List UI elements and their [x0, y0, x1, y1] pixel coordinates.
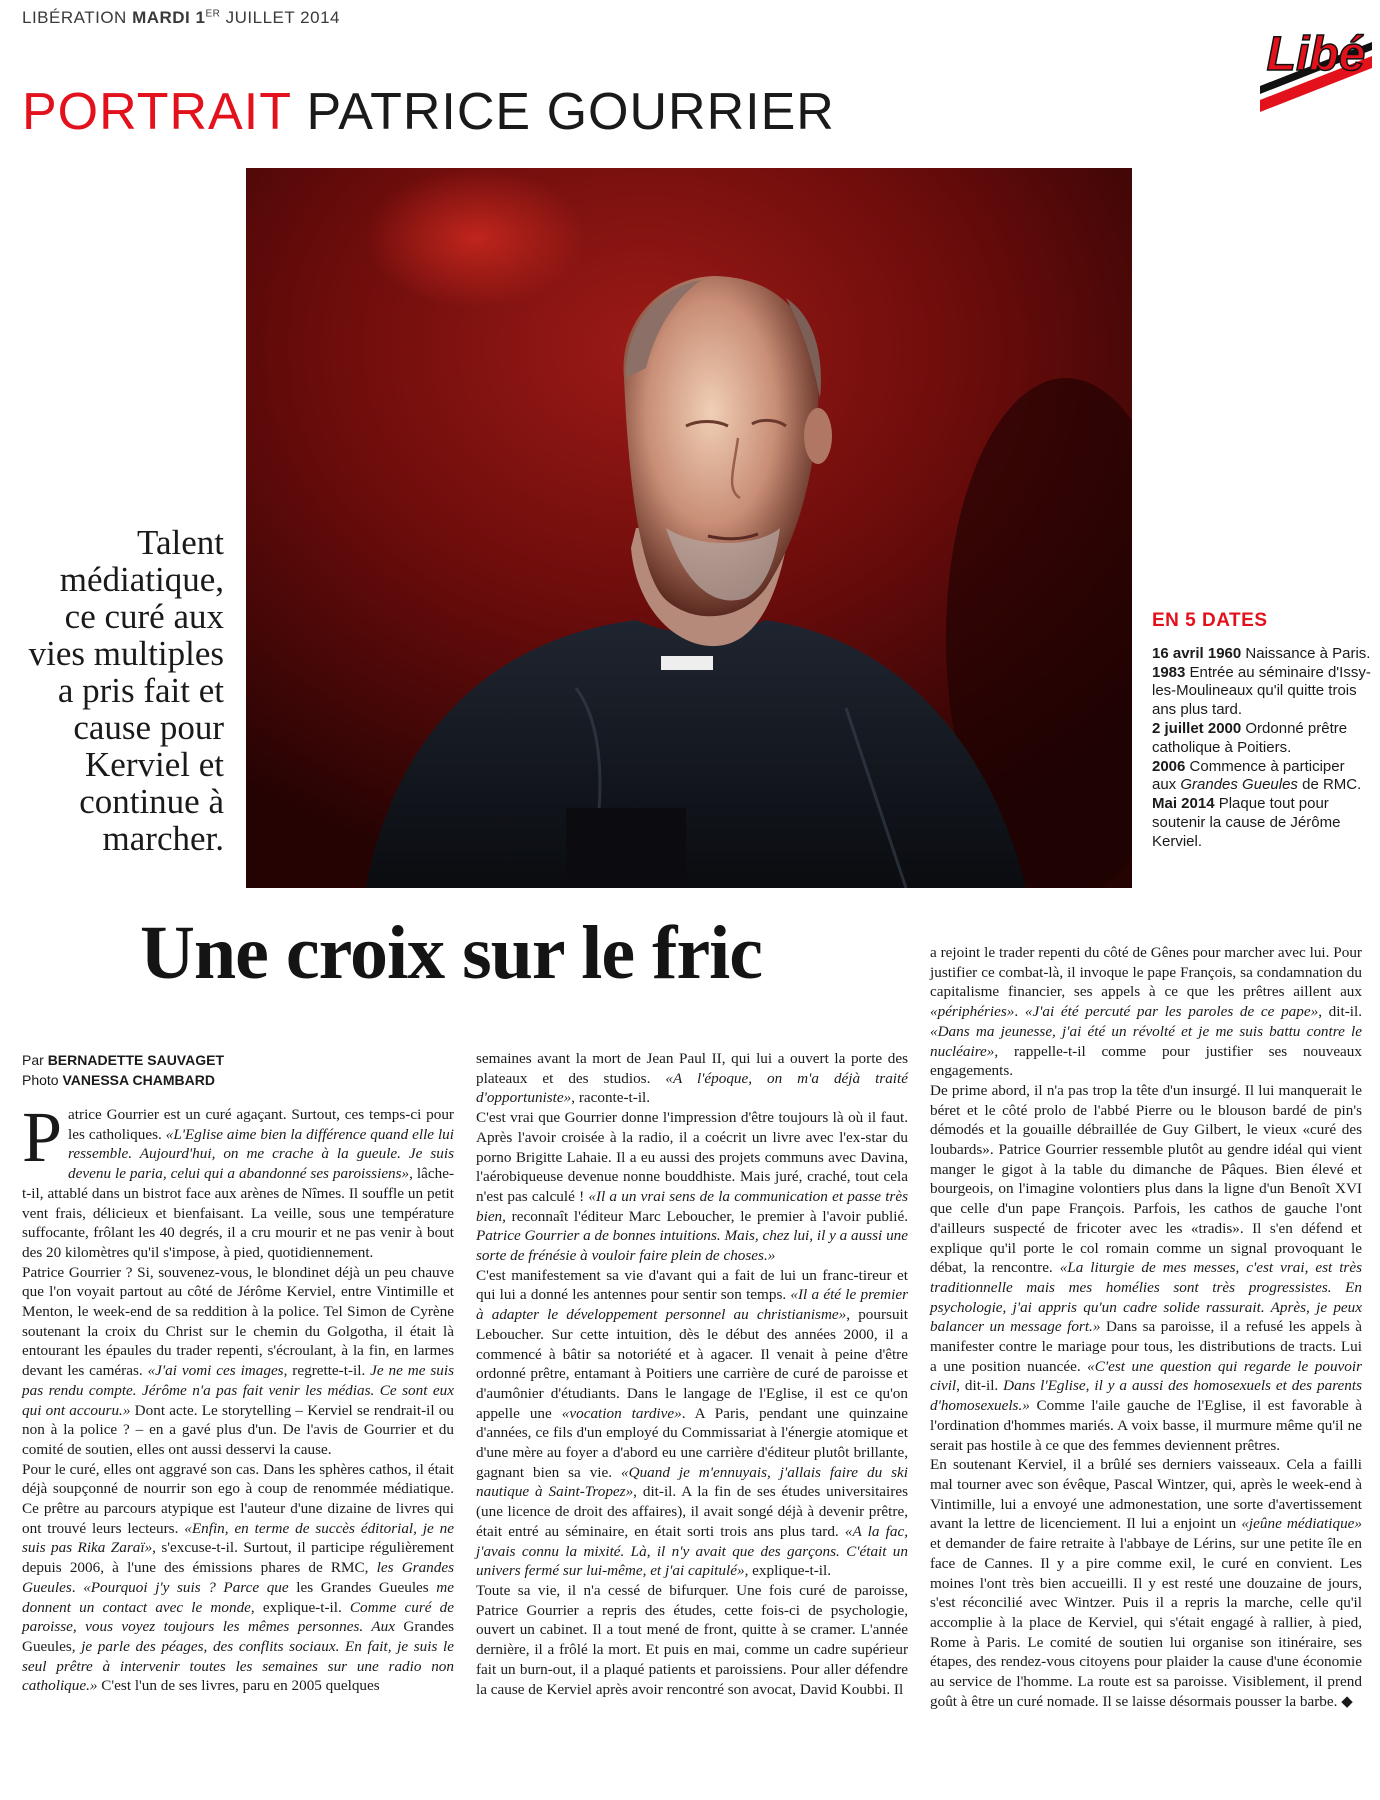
article-paragraph — [930, 943, 1362, 1081]
body-text: . — [1014, 1003, 1025, 1021]
quote-text: «vocation tardive» — [561, 1404, 682, 1422]
body-text: C'est manifestement sa vie d'avant qui a fait de lui un franc-tireur et qui lui a donné les antennes pour sentir son temps. — [476, 1266, 908, 1304]
body-text: , dit-il. A la fin de ses études universitaires (une licence de droit des affaires), il avait songé déjà à devenir prêtre, était entré au séminaire, en était sorti trois ans plus tard. — [476, 1483, 908, 1540]
quote-text: me donnent un contact avec le monde — [22, 1578, 455, 1616]
body-text: , dit-il. — [1318, 1003, 1362, 1021]
date-3: 2 juillet 2000 — [1152, 719, 1242, 737]
body-text: , regrette-t-il. — [283, 1362, 371, 1380]
body-text: , reconnaît l'éditeur Marc Leboucher, le premier à l'avoir publié. — [502, 1207, 908, 1225]
quote-text: «Enfin, en terme de succès éditorial, je ne suis pas Rika Zaraï» — [22, 1519, 454, 1557]
masthead-publication: LIBÉRATION — [22, 8, 127, 27]
date-1: 16 avril 1960 — [1152, 644, 1242, 662]
quote-text: «A l'époque, on m'a déjà traité d'opportuniste» — [476, 1069, 908, 1107]
article-paragraph — [476, 1108, 908, 1266]
quote-text: , je parle des péages, des conflits sociaux. En fait, je suis le seul prêtre à intervenir toutes les semaines sur une radio non catholique.» — [22, 1637, 454, 1695]
byline — [22, 1050, 224, 1090]
libe-logo — [1260, 4, 1372, 112]
article-paragraph — [476, 1049, 908, 1108]
date-4-text-b: de RMC. — [1297, 776, 1362, 794]
quote-text: «périphéries» — [930, 1003, 1015, 1021]
body-text: , s'excuse-t-il. Surtout, il participe régulièrement depuis 2006, à l'une des émissions phares de RMC, — [22, 1539, 454, 1577]
section-label: PORTRAIT — [22, 83, 292, 141]
date-2: 1983 — [1152, 663, 1186, 681]
body-text: Grandes Gueules — [22, 1618, 455, 1655]
masthead-date-sup: ER — [205, 8, 221, 20]
date-5: Mai 2014 — [1152, 795, 1215, 813]
byline-par: Par — [22, 1052, 48, 1068]
body-text: Toute sa vie, il n'a cessé de bifurquer. Une fois curé de paroisse, Patrice Gourrier a repris des études, cette fois-ci de psychologie, ouvert un cabinet. Il a tout mené de front, quitte à se cramer. L'année dernière, il a frôlé la mort. Et puis en mai, comme un cadre supérieur fait un burn-out, il a plaqué patients et paroissiens. Pour aller défendre la cause de Kerviel après avoir rencontré son avocat, David Koubbi. Il — [476, 1581, 908, 1698]
quote-text: «Dans ma jeunesse, j'ai été un révolté et je me suis battu contre le nucléaire» — [930, 1022, 1362, 1060]
logo-text: Libé — [1266, 28, 1366, 81]
article-paragraph — [476, 1266, 908, 1581]
portrait-photo-image — [246, 168, 1132, 888]
date-2-text: Entrée au séminaire d'Issy-les-Moulineaux qu'il quitte trois ans plus tard. — [1152, 663, 1371, 719]
article-paragraph — [930, 1081, 1362, 1455]
quote-text: «Il a été le premier à adapter le développement personnel au christianisme» — [476, 1286, 908, 1324]
article-paragraph — [22, 1263, 454, 1460]
body-text: . A Paris, pendant une quinzaine d'années, ce fils d'un employé du Commissariat à l'énergie atomique et d'une mère au foyer a d'abord eu une carrière d'éditeur plutôt brillante, gagnant bien sa vie. — [476, 1404, 908, 1481]
body-text: , explique-t-il. — [744, 1562, 832, 1580]
quote-text: «Il a un vrai sens de la communication et passe très bien — [476, 1187, 908, 1225]
quote-text: «A la fac, j'avais connu la mixité. Là, il n'y avait que des garçons. C'était un univers fermé sur lui-même, et j'ai capitulé» — [476, 1522, 908, 1580]
body-text: , poursuit Leboucher. Sur cette intuition, dès le début des années 2000, il a commencé à bâtir sa notoriété et à agacer. Il venait à peine d'être ordonné prêtre, entamant à Poitiers une carrière de curé de paroisse et d'aumônier d'étudiants. Dans le langage de l'Eglise, il est ce qu'on appelle une — [476, 1306, 908, 1422]
body-text: En soutenant Kerviel, il a brûlé ses derniers vaisseaux. Cela a failli mal tourner avec son évêque, Pascal Wintzer, qui, après le week-end à Vintimille, lui a envoyé une admonestation, une sorte d'avertissement avant la lettre de licenciement. Il lui a enjoint un — [930, 1456, 1362, 1533]
body-text: les Grandes Gueules — [288, 1578, 437, 1596]
body-text: C'est l'un de ses livres, paru en 2005 quelques — [97, 1677, 380, 1695]
masthead — [22, 8, 340, 28]
body-text: , dit-il. — [956, 1377, 1004, 1395]
body-text: semaines avant la mort de Jean Paul II, qui lui a ouvert la porte des plateaux et des studios. — [476, 1050, 908, 1087]
date-4-text-italic: Grandes Gueules — [1180, 776, 1298, 794]
article-paragraph — [22, 1097, 455, 1263]
quote-text: «L'Eglise aime bien la différence quand elle lui ressemble. Aujourd'hui, on me crache à la gueule. Je suis devenu le paria, celui qui a abandonné ses paroissiens» — [68, 1125, 454, 1183]
article-paragraph — [476, 1581, 908, 1699]
article-deck: Talent médiatique, ce curé aux vies multiples a pris fait et cause pour Kerviel et continue à marcher. — [28, 523, 224, 858]
article-paragraph — [22, 1460, 454, 1696]
key-dates-text — [1152, 645, 1372, 852]
article-column-1 — [22, 1097, 455, 1696]
byline-photo: Photo — [22, 1072, 63, 1088]
date-3-text: Ordonné prêtre catholique à Poitiers. — [1152, 719, 1348, 756]
body-text: Patrice Gourrier ? Si, souvenez-vous, le blondinet déjà un peu chauve que l'on voyait partout au côté de Jérôme Kerviel, entre Vintimille et Menton, le week-end de sa reddition à la police. Tel Simon de Cyrène soutenant la croix du Christ sur le chemin du Golgotha, il était là entourant les épaules du trader repenti, s'écroulant, à la fin, en larmes devant les caméras. — [22, 1263, 454, 1380]
photographer-name: VANESSA CHAMBARD — [62, 1072, 215, 1088]
body-text: , explique-t-il. — [250, 1598, 350, 1616]
body-text: a rejoint le trader repenti du côté de Gênes pour marcher avec lui. Pour justifier ce combat-là, il invoque le pape François, sa condamnation du capitalisme financier, ses appels à ce que les prêtres aillent aux — [930, 944, 1362, 1001]
quote-text: «jeûne médiatique» — [1241, 1515, 1363, 1533]
quote-text: «La liturgie de mes messes, c'est vrai, est très traditionnelle mais mes homélies sont très progressistes. En psychologie, j'ai appris qu'un cadre solide rassurait. Après, je peux balancer un message fort.» — [930, 1259, 1362, 1336]
article-title: Une croix sur le fric — [140, 911, 763, 995]
body-text: atrice Gourrier est un curé agaçant. Surtout, ces temps-ci pour les catholiques. — [68, 1106, 454, 1143]
date-5-text: Plaque tout pour soutenir la cause de Jérôme Kerviel. — [1152, 795, 1341, 850]
body-text: Dans sa paroisse, il a refusé les appels à manifester contre le mariage pour tous, les distributions de tracts. Lui a une position nuancée. — [930, 1318, 1363, 1375]
body-text: , lâche-t-il, attablé dans un bistrot face aux arènes de Nîmes. Il souffle un petit vent frais, délicieux et bienfaisant. La veille, sous une température suffocante, frôlant les 40 degrés, il a cru mourir et ne pas venir à bout des 20 kilomètres qu'il s'impose, à pied, quotidiennement. — [22, 1165, 455, 1261]
body-text: , rappelle-t-il comme pour justifier ses nouveaux engagements. — [930, 1042, 1362, 1080]
date-4-text-a: Commence à participer aux — [1152, 757, 1345, 794]
quote-text: Dans l'Eglise, il y a aussi des homosexuels et des parents d'homosexuels.» — [930, 1377, 1362, 1415]
portrait-subject-name: PATRICE GOURRIER — [306, 83, 835, 141]
body-text: et demander de faire retraite à l'abbaye de Lérins, sur une petite île en face de Cannes. Il y a pire comme exil, le curé en convient. Les moines l'ont très bien accueilli. Il y est resté une douzaine de jours, s'est réconcilié avec Wintzer. Puis il a repris la marche, celle qu'il accomplie à la place de Kerviel, qui s'était engagé à rallier, à pied, Rome à Paris. Le comité de soutien lui organise son itinéraire, ses étapes, des rendez-vous citoyens pour plaider la cause d'une économie au service de l'homme. La route est sa paroisse. Visiblement, il prend goût à être un curé nomade. Il se laisse désormais pousser la barbe. ◆ — [930, 1535, 1362, 1710]
masthead-date-number: 1 — [195, 8, 206, 27]
masthead-day: MARDI — [132, 8, 191, 27]
portrait-photo — [246, 168, 1132, 888]
body-text: , raconte-t-il. — [571, 1089, 651, 1107]
quote-text: «C'est une question qui regarde le pouvoir civil — [930, 1357, 1362, 1395]
quote-text: Comme curé de paroisse, vous voyez toujours les mêmes personnes. Aux — [22, 1598, 454, 1636]
quote-text: «J'ai été percuté par les paroles de ce pape» — [1024, 1003, 1319, 1021]
drop-cap: P — [22, 1097, 63, 1177]
date-4: 2006 — [1152, 757, 1186, 775]
key-dates-box — [1152, 612, 1372, 852]
author-name: BERNADETTE SAUVAGET — [47, 1052, 224, 1068]
quote-text: Je ne me suis pas rendu compte. Jérôme n'a pas fait venir les médias. Ce sont eux qui ont accouru.» — [22, 1362, 454, 1419]
body-text: Dont acte. Le storytelling – Kerviel se rendrait-il ou non à la police ? – en a gavé plus d'un. De l'avis de Gourrier et du comité de soutien, elles ont aussi desservi la cause. — [22, 1401, 454, 1458]
date-1-text: Naissance à Paris. — [1241, 644, 1371, 662]
key-dates-title: EN 5 DATES — [1152, 610, 1268, 631]
section-header — [22, 82, 835, 142]
quote-text: les Grandes Gueules — [22, 1559, 455, 1596]
quote-text: «Pourquoi j'y suis ? Parce que — [83, 1578, 289, 1596]
article-paragraph — [930, 1455, 1362, 1711]
body-text: Comme l'aile gauche de l'Eglise, il est favorable à l'ordination d'hommes mariés. A voix basse, il murmure même qu'il ne serait pas hostile à ce que des femmes deviennent prêtres. — [930, 1397, 1362, 1454]
body-text: C'est vrai que Gourrier donne l'impression d'être toujours là où il faut. Après l'avoir croisée à la radio, il a coécrit un livre avec l'ex-star du porno Brigitte Lahaie. Il a eu aussi des projets communs avec Davina, l'aérobiqueuse devenue nonne bouddhiste. Mais juré, craché, tout cela n'est pas calculé ! — [476, 1109, 908, 1205]
body-text: De prime abord, il n'a pas trop la tête d'un insurgé. Il lui manquerait le béret et le côté prolo de l'abbé Pierre ou le blouson bardé de pin's démodés et la gouaille débraillée de Guy Gilbert, le vieux «curé des loubards». Patrice Gourrier ressemble plutôt au gendre idéal qui vient manger le gigot à la table du dimanche de Pâques. Bien élevé et bourgeois, on l'imagine volontiers plus dans la ligne d'un Benoît XVI que celle d'un pape François. Parfois, les cathos de gauche l'ont d'ailleurs suspecté de fricoter avec les «tradis». Il s'en défend et explique qu'il porte le col romain comme un signal provoquant le débat, la rencontre. — [930, 1081, 1362, 1277]
body-text: Pour le curé, elles ont aggravé son cas. Dans les sphères cathos, il était déjà soupçonné de nourrir son ego à coup de renommée médiatique. Ce prêtre au parcours atypique est l'auteur d'une dizaine de livres qui ont trouvé leurs lecteurs. — [22, 1460, 454, 1537]
masthead-date-rest: JUILLET 2014 — [225, 8, 340, 27]
quote-text: Patrice Gourrier a de bonnes intuitions. Mais, chez lui, il y a aussi une sorte de frénésie à vouloir faire plein de choses.» — [476, 1227, 908, 1265]
article-column-3 — [930, 943, 1362, 1711]
quote-text: «J'ai vomi ces images — [147, 1362, 284, 1380]
article-column-2 — [476, 1049, 908, 1699]
quote-text: «Quand je m'ennuyais, j'allais faire du ski nautique à Saint-Tropez» — [476, 1463, 908, 1501]
body-text: . — [71, 1578, 84, 1596]
